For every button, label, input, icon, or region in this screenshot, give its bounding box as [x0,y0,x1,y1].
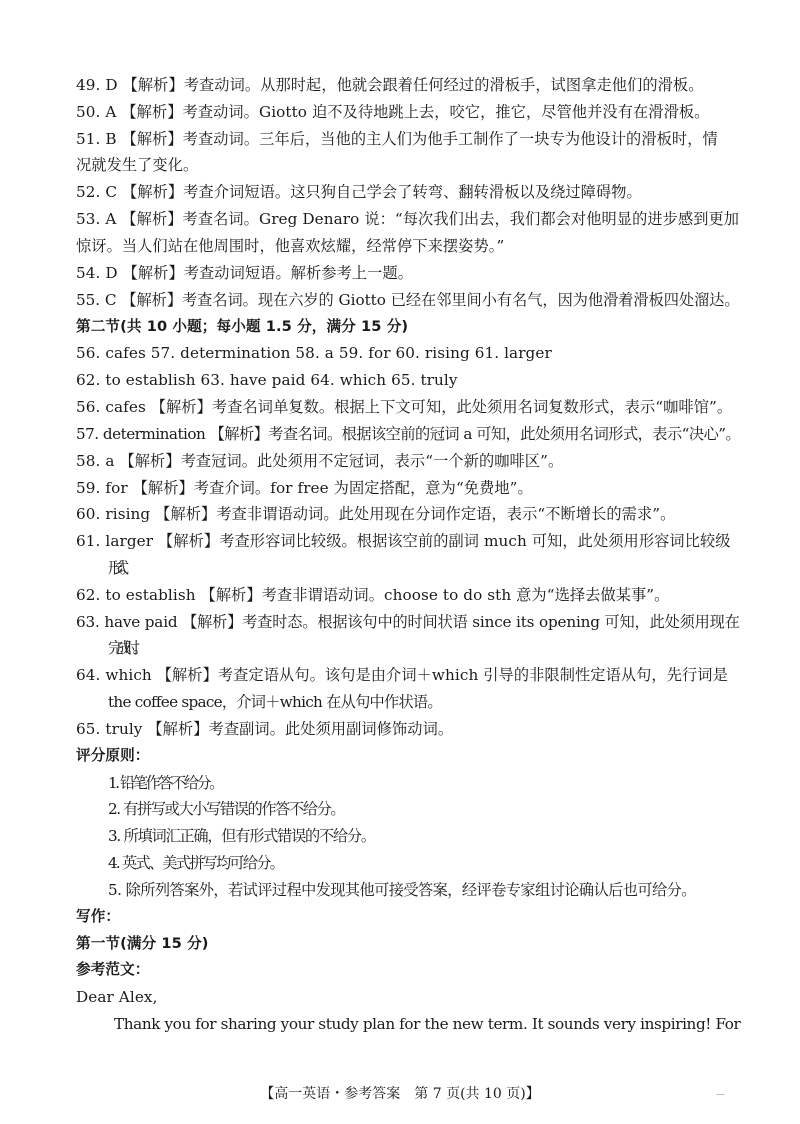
explanation-63: 63. have paid 【解析】考查时态。根据该句中的时间状语 since its opening 可知，此处须用现在 [76,613,740,631]
sample-essay-heading: 参考范文： [76,961,150,978]
explanation-60: 60. rising 【解析】考查非谓语动词。此处用现在分词作定语，表示“不断增长的需求”。 [76,505,676,523]
explanation-61: 61. larger 【解析】考查形容词比较级。根据该空前的副词 much 可知，此处须用形容词比较级 [76,532,731,550]
answer-49: 49. D 【解析】考查动词。从那时起，他就会跟着任何经过的滑板手，试图拿走他们的滑板。 [76,76,704,94]
section-2-heading: 第二节(共 10 小题；每小题 1.5 分，满分 15 分) [76,318,409,335]
writing-section-1-heading: 第一节(满分 15 分) [76,935,209,952]
explanation-61-continued: 形式。 [108,559,126,577]
answers-62-65: 62. to establish 63. have paid 64. which 65. truly [76,371,458,389]
explanation-65: 65. truly 【解析】考查副词。此处须用副词修饰动词。 [76,720,454,738]
scoring-rule-4: 4. 英式、美式拼写均可给分。 [108,854,284,872]
explanation-59: 59. for 【解析】考查介词。for free 为固定搭配，意为“免费地”。 [76,479,533,497]
writing-heading: 写作： [76,908,121,925]
scoring-rule-3: 3. 所填词汇正确，但有形式错误的不给分。 [108,827,375,845]
answer-55: 55. C 【解析】考查名词。现在六岁的 Giotto 已经在邻里间小有名气，因为他滑着滑板四处溜达。 [76,291,740,309]
footer-mark: — [716,1090,725,1100]
scoring-rule-1: 1. 铅笔作答不给分。 [108,774,222,792]
explanation-62: 62. to establish 【解析】考查非谓语动词。choose to do sth 意为“选择去做某事”。 [76,586,670,604]
answer-53-continued: 惊讶。当人们站在他周围时，他喜欢炫耀，经常停下来摆姿势。” [76,237,505,255]
answer-51: 51. B 【解析】考查动词。三年后，当他的主人们为他手工制作了一块专为他设计的滑板时，情 [76,130,718,148]
explanation-63-continued: 完成时。 [108,639,142,657]
explanation-58: 58. a 【解析】考查冠词。此处须用不定冠词，表示“一个新的咖啡区”。 [76,452,564,470]
scoring-principles-heading: 评分原则： [76,747,150,764]
scoring-rule-2: 2. 有拼写或大小写错误的作答不给分。 [108,800,345,818]
answers-56-61: 56. cafes 57. determination 58. a 59. for 60. rising 61. larger [76,344,552,362]
answer-53: 53. A 【解析】考查名词。Greg Denaro 说：“每次我们出去，我们都会对他明显的进步感到更加 [76,210,740,228]
explanation-64-continued: the coffee space，介词＋which 在从句中作状语。 [108,693,442,711]
answer-54: 54. D 【解析】考查动词短语。解析参考上一题。 [76,264,414,282]
letter-body-line: Thank you for sharing your study plan for the new term. It sounds very inspiring! For [114,1015,741,1033]
page-footer: 【高一英语・参考答案 第 7 页(共 10 页)】 [260,1086,540,1102]
answer-51-continued: 况就发生了变化。 [76,156,199,174]
scoring-rule-5: 5. 除所列答案外，若试评过程中发现其他可接受答案，经评卷专家组讨论确认后也可给分。 [108,881,696,899]
explanation-64: 64. which 【解析】考查定语从句。该句是由介词＋which 引导的非限制性定语从句，先行词是 [76,666,728,684]
explanation-56: 56. cafes 【解析】考查名词单复数。根据上下文可知，此处须用名词复数形式，表示“咖啡馆”。 [76,398,733,416]
answer-50: 50. A 【解析】考查动词。Giotto 迫不及待地跳上去，咬它，推它，尽管他并没有在滑滑板。 [76,103,710,121]
answer-52: 52. C 【解析】考查介词短语。这只狗自己学会了转弯、翻转滑板以及绕过障碍物。 [76,183,642,201]
letter-salutation: Dear Alex, [76,988,158,1006]
explanation-57: 57. determination 【解析】考查名词。根据该空前的冠词 a 可知，此处须用名词形式，表示“决心”。 [76,425,741,443]
